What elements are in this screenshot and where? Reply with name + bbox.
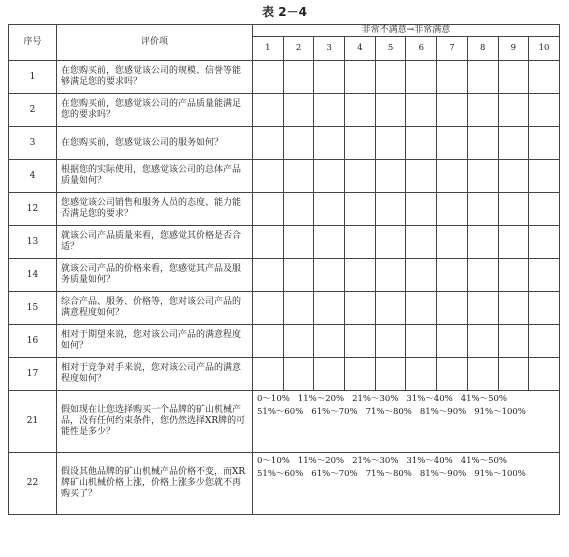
- row-number: 15: [9, 292, 57, 325]
- score-cell-5[interactable]: [375, 94, 406, 127]
- probability-option[interactable]: 11%～20%: [297, 394, 345, 404]
- evaluation-item: 在您购买前，您感觉该公司的产品质量能满足您的要求吗？: [57, 94, 253, 127]
- scale-header-4: 4: [345, 37, 376, 61]
- score-cell-10[interactable]: [529, 259, 560, 292]
- score-cell-8[interactable]: [467, 193, 498, 226]
- score-cell-9[interactable]: [498, 94, 529, 127]
- table-caption: 表 2－4: [262, 5, 307, 19]
- row-number: 12: [9, 193, 57, 226]
- evaluation-item: 相对于期望来说，您对该公司产品的满意程度如何？: [57, 325, 253, 358]
- table-row: [9, 358, 560, 391]
- table-row: [9, 453, 560, 515]
- score-cell-6[interactable]: [406, 292, 437, 325]
- score-cell-9[interactable]: [498, 61, 529, 94]
- score-cell-1[interactable]: [253, 226, 284, 259]
- score-cell-6[interactable]: [406, 193, 437, 226]
- score-cell-4[interactable]: [345, 94, 376, 127]
- evaluation-item: 假设其他品牌的矿山机械产品价格不变，而XR牌矿山机械价格上涨，价格上涨多少您就不再购买了？: [57, 453, 253, 515]
- scale-header-9: 9: [498, 37, 529, 61]
- score-cell-7[interactable]: [437, 127, 468, 160]
- score-cell-1[interactable]: [253, 193, 284, 226]
- score-cell-4[interactable]: [345, 61, 376, 94]
- score-cell-7[interactable]: [437, 94, 468, 127]
- probability-option[interactable]: 51%～60%: [257, 469, 304, 479]
- score-cell-5[interactable]: [375, 61, 406, 94]
- header-scale: 非常不满意→非常满意: [253, 25, 560, 37]
- score-cell-7[interactable]: [437, 292, 468, 325]
- table-row: [9, 391, 560, 453]
- probability-option[interactable]: 0～10%: [257, 456, 290, 466]
- score-cell-7[interactable]: [437, 226, 468, 259]
- score-cell-4[interactable]: [345, 160, 376, 193]
- score-cell-3[interactable]: [314, 226, 345, 259]
- score-cell-2[interactable]: [283, 292, 314, 325]
- score-cell-9[interactable]: [498, 193, 529, 226]
- score-cell-7[interactable]: [437, 61, 468, 94]
- probability-option[interactable]: 41%～50%: [460, 456, 507, 466]
- probability-option[interactable]: 71%～80%: [365, 469, 412, 479]
- scale-header-7: 7: [437, 37, 468, 61]
- score-cell-1[interactable]: [253, 358, 284, 391]
- score-cell-9[interactable]: [498, 292, 529, 325]
- score-cell-8[interactable]: [467, 358, 498, 391]
- score-cell-2[interactable]: [283, 61, 314, 94]
- score-cell-2[interactable]: [283, 94, 314, 127]
- row-number: 3: [9, 127, 57, 160]
- score-cell-2[interactable]: [283, 325, 314, 358]
- score-cell-4[interactable]: [345, 226, 376, 259]
- score-cell-8[interactable]: [467, 160, 498, 193]
- score-cell-10[interactable]: [529, 193, 560, 226]
- probability-option[interactable]: 11%～20%: [297, 456, 345, 466]
- score-cell-6[interactable]: [406, 358, 437, 391]
- score-cell-1[interactable]: [253, 325, 284, 358]
- probability-option[interactable]: 61%～70%: [311, 469, 358, 479]
- row-number: 17: [9, 358, 57, 391]
- score-cell-9[interactable]: [498, 358, 529, 391]
- table-row: [9, 94, 560, 127]
- score-cell-1[interactable]: [253, 160, 284, 193]
- score-cell-9[interactable]: [498, 259, 529, 292]
- table-row: [9, 259, 560, 292]
- score-cell-1[interactable]: [253, 127, 284, 160]
- probability-option[interactable]: 51%～60%: [257, 407, 304, 417]
- score-cell-10[interactable]: [529, 160, 560, 193]
- score-cell-7[interactable]: [437, 193, 468, 226]
- score-cell-10[interactable]: [529, 292, 560, 325]
- score-cell-6[interactable]: [406, 94, 437, 127]
- score-cell-3[interactable]: [314, 193, 345, 226]
- score-cell-7[interactable]: [437, 325, 468, 358]
- score-cell-4[interactable]: [345, 259, 376, 292]
- score-cell-8[interactable]: [467, 61, 498, 94]
- score-cell-3[interactable]: [314, 94, 345, 127]
- score-cell-10[interactable]: [529, 61, 560, 94]
- score-cell-9[interactable]: [498, 127, 529, 160]
- scale-header-2: 2: [283, 37, 314, 61]
- probability-option[interactable]: 61%～70%: [311, 407, 358, 417]
- score-cell-10[interactable]: [529, 325, 560, 358]
- score-cell-3[interactable]: [314, 259, 345, 292]
- score-cell-4[interactable]: [345, 325, 376, 358]
- score-cell-5[interactable]: [375, 193, 406, 226]
- row-number: 14: [9, 259, 57, 292]
- score-cell-2[interactable]: [283, 160, 314, 193]
- score-cell-6[interactable]: [406, 160, 437, 193]
- score-cell-10[interactable]: [529, 127, 560, 160]
- probability-options: [253, 391, 560, 453]
- scale-header-10: 10: [529, 37, 560, 61]
- evaluation-item: 在您购买前，您感觉该公司的规模、信誉等能够满足您的要求吗？: [57, 61, 253, 94]
- probability-option[interactable]: 81%～90%: [419, 407, 467, 417]
- scale-header-3: 3: [314, 37, 345, 61]
- score-cell-5[interactable]: [375, 160, 406, 193]
- probability-options: [253, 453, 560, 515]
- score-cell-8[interactable]: [467, 325, 498, 358]
- score-cell-1[interactable]: [253, 259, 284, 292]
- score-cell-8[interactable]: [467, 94, 498, 127]
- score-cell-4[interactable]: [345, 127, 376, 160]
- row-number: 4: [9, 160, 57, 193]
- score-cell-8[interactable]: [467, 226, 498, 259]
- evaluation-item: 相对于竞争对手来说，您对该公司产品的满意程度如何？: [57, 358, 253, 391]
- evaluation-item: 就该公司产品质量来看，您感觉其价格是否合适？: [57, 226, 253, 259]
- row-number: 21: [9, 391, 57, 453]
- header-item: 评价项: [57, 25, 253, 61]
- score-cell-5[interactable]: [375, 325, 406, 358]
- probability-option[interactable]: 0～10%: [257, 394, 290, 404]
- table-row: [9, 193, 560, 226]
- score-cell-3[interactable]: [314, 61, 345, 94]
- probability-option[interactable]: 31%～40%: [406, 456, 453, 466]
- probability-option[interactable]: 71%～80%: [365, 407, 412, 417]
- probability-option[interactable]: 21%～30%: [352, 456, 399, 466]
- table-row: [9, 325, 560, 358]
- row-number: 13: [9, 226, 57, 259]
- table-row: [9, 127, 560, 160]
- score-cell-3[interactable]: [314, 160, 345, 193]
- evaluation-item: 根据您的实际使用，您感觉该公司的总体产品质量如何？: [57, 160, 253, 193]
- score-cell-3[interactable]: [314, 358, 345, 391]
- score-cell-3[interactable]: [314, 325, 345, 358]
- evaluation-item: 假如现在让您选择购买一个品牌的矿山机械产品，没有任何约束条件，您仍然选择XR牌的可能性是多少？: [57, 391, 253, 453]
- score-cell-6[interactable]: [406, 325, 437, 358]
- scale-header-5: 5: [375, 37, 406, 61]
- evaluation-item: 就该公司产品的价格来看，您感觉其产品及服务质量如何？: [57, 259, 253, 292]
- score-cell-3[interactable]: [314, 127, 345, 160]
- survey-table: [8, 24, 560, 515]
- probability-option[interactable]: 91%～100%: [474, 469, 526, 479]
- probability-option[interactable]: 91%～100%: [474, 407, 526, 417]
- score-cell-6[interactable]: [406, 259, 437, 292]
- score-cell-5[interactable]: [375, 292, 406, 325]
- table-row: [9, 292, 560, 325]
- scale-header-6: 6: [406, 37, 437, 61]
- score-cell-1[interactable]: [253, 94, 284, 127]
- score-cell-6[interactable]: [406, 61, 437, 94]
- score-cell-2[interactable]: [283, 193, 314, 226]
- score-cell-8[interactable]: [467, 292, 498, 325]
- score-cell-5[interactable]: [375, 358, 406, 391]
- score-cell-3[interactable]: [314, 292, 345, 325]
- score-cell-8[interactable]: [467, 127, 498, 160]
- score-cell-5[interactable]: [375, 127, 406, 160]
- probability-option[interactable]: 21%～30%: [352, 394, 399, 404]
- score-cell-1[interactable]: [253, 292, 284, 325]
- probability-option[interactable]: 81%～90%: [419, 469, 467, 479]
- score-cell-5[interactable]: [375, 259, 406, 292]
- score-cell-6[interactable]: [406, 127, 437, 160]
- probability-option[interactable]: 31%～40%: [406, 394, 453, 404]
- score-cell-2[interactable]: [283, 127, 314, 160]
- score-cell-9[interactable]: [498, 160, 529, 193]
- score-cell-6[interactable]: [406, 226, 437, 259]
- probability-option[interactable]: 41%～50%: [460, 394, 507, 404]
- score-cell-9[interactable]: [498, 226, 529, 259]
- score-cell-7[interactable]: [437, 259, 468, 292]
- row-number: 22: [9, 453, 57, 515]
- score-cell-5[interactable]: [375, 226, 406, 259]
- table-row: [9, 61, 560, 94]
- score-cell-7[interactable]: [437, 358, 468, 391]
- table-row: [9, 160, 560, 193]
- evaluation-item: 您感觉该公司销售和服务人员的态度、能力能否满足您的要求？: [57, 193, 253, 226]
- header-no: 序号: [9, 25, 57, 61]
- score-cell-10[interactable]: [529, 226, 560, 259]
- score-cell-10[interactable]: [529, 94, 560, 127]
- score-cell-1[interactable]: [253, 61, 284, 94]
- score-cell-10[interactable]: [529, 358, 560, 391]
- score-cell-4[interactable]: [345, 358, 376, 391]
- score-cell-4[interactable]: [345, 292, 376, 325]
- row-number: 1: [9, 61, 57, 94]
- score-cell-2[interactable]: [283, 226, 314, 259]
- score-cell-8[interactable]: [467, 259, 498, 292]
- score-cell-9[interactable]: [498, 325, 529, 358]
- score-cell-2[interactable]: [283, 259, 314, 292]
- scale-header-8: 8: [467, 37, 498, 61]
- scale-header-1: 1: [253, 37, 284, 61]
- score-cell-4[interactable]: [345, 193, 376, 226]
- evaluation-item: 在您购买前，您感觉该公司的服务如何？: [57, 127, 253, 160]
- row-number: 16: [9, 325, 57, 358]
- score-cell-2[interactable]: [283, 358, 314, 391]
- row-number: 2: [9, 94, 57, 127]
- evaluation-item: 综合产品、服务、价格等，您对该公司产品的满意程度如何？: [57, 292, 253, 325]
- table-row: [9, 226, 560, 259]
- score-cell-7[interactable]: [437, 160, 468, 193]
